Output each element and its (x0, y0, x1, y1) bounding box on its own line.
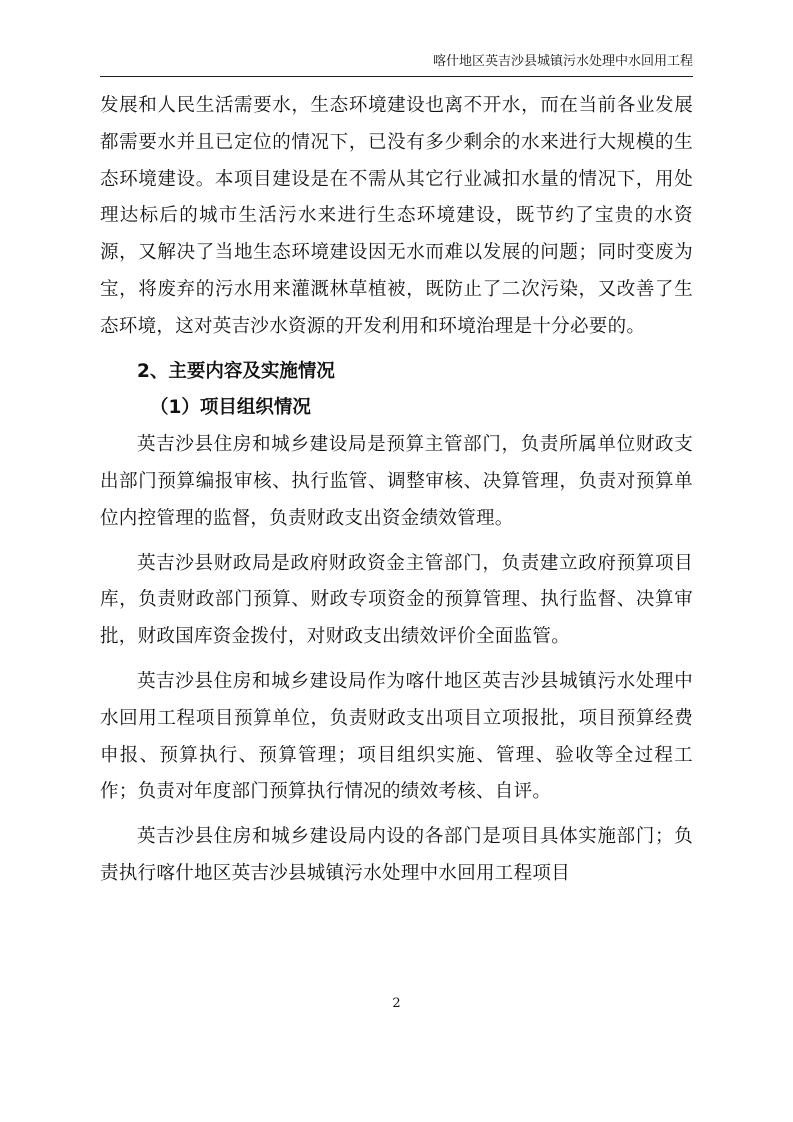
paragraph-implementing-departments: 英吉沙县住房和城乡建设局内设的各部门是项目具体实施部门；负责执行喀什地区英吉沙县城镇污水处理中水回用工程项目 (100, 826, 693, 884)
document-body (100, 88, 693, 893)
header-title: 喀什地区英吉沙县城镇污水处理中水回用工程 (432, 54, 693, 69)
paragraph-continuation: 发展和人民生活需要水，生态环境建设也离不开水，而在当前各业发展都需要水并且已定位的情况下，已没有多少剩余的水来进行大规模的生态环境建设。本项目建设是在不需从其它行业减扣水量的情况下，用处理达标后的城市生活污水来进行生态环境建设，既节约了宝贵的水资源，又解决了当地生态环境建设因无水而难以发展的问题；同时变废为宝，将废弃的污水用来灌溉林草植被，既防止了二次污染，又改善了生态环境，这对英吉沙水资源的开发利用和环境治理是十分必要的。 (100, 95, 693, 337)
page-header (100, 52, 693, 77)
paragraph-budget-unit-role: 英吉沙县住房和城乡建设局作为喀什地区英吉沙县城镇污水处理中水回用工程项目预算单位，负责财政支出项目立项报批，项目预算经费申报、预算执行、预算管理；项目组织实施、管理、验收等全过程工作；负责对年度部门预算执行情况的绩效考核、自评。 (100, 670, 693, 803)
subsection-heading: （1）项目组织情况 (150, 397, 311, 419)
page-number: 2 (392, 996, 401, 1011)
paragraph-finance-bureau-role: 英吉沙县财政局是政府财政资金主管部门，负责建立政府预算项目库，负责财政部门预算、财政专项资金的预算管理、执行监督、决算审批，财政国库资金拨付，对财政支出绩效评价全面监管。 (100, 552, 693, 648)
paragraph-housing-bureau-role: 英吉沙县住房和城乡建设局是预算主管部门，负责所属单位财政支出部门预算编报审核、执行监管、调整审核、决算管理，负责对预算单位内控管理的监督，负责财政支出资金绩效管理。 (100, 434, 693, 529)
section-heading: 2、主要内容及实施情况 (137, 360, 335, 382)
